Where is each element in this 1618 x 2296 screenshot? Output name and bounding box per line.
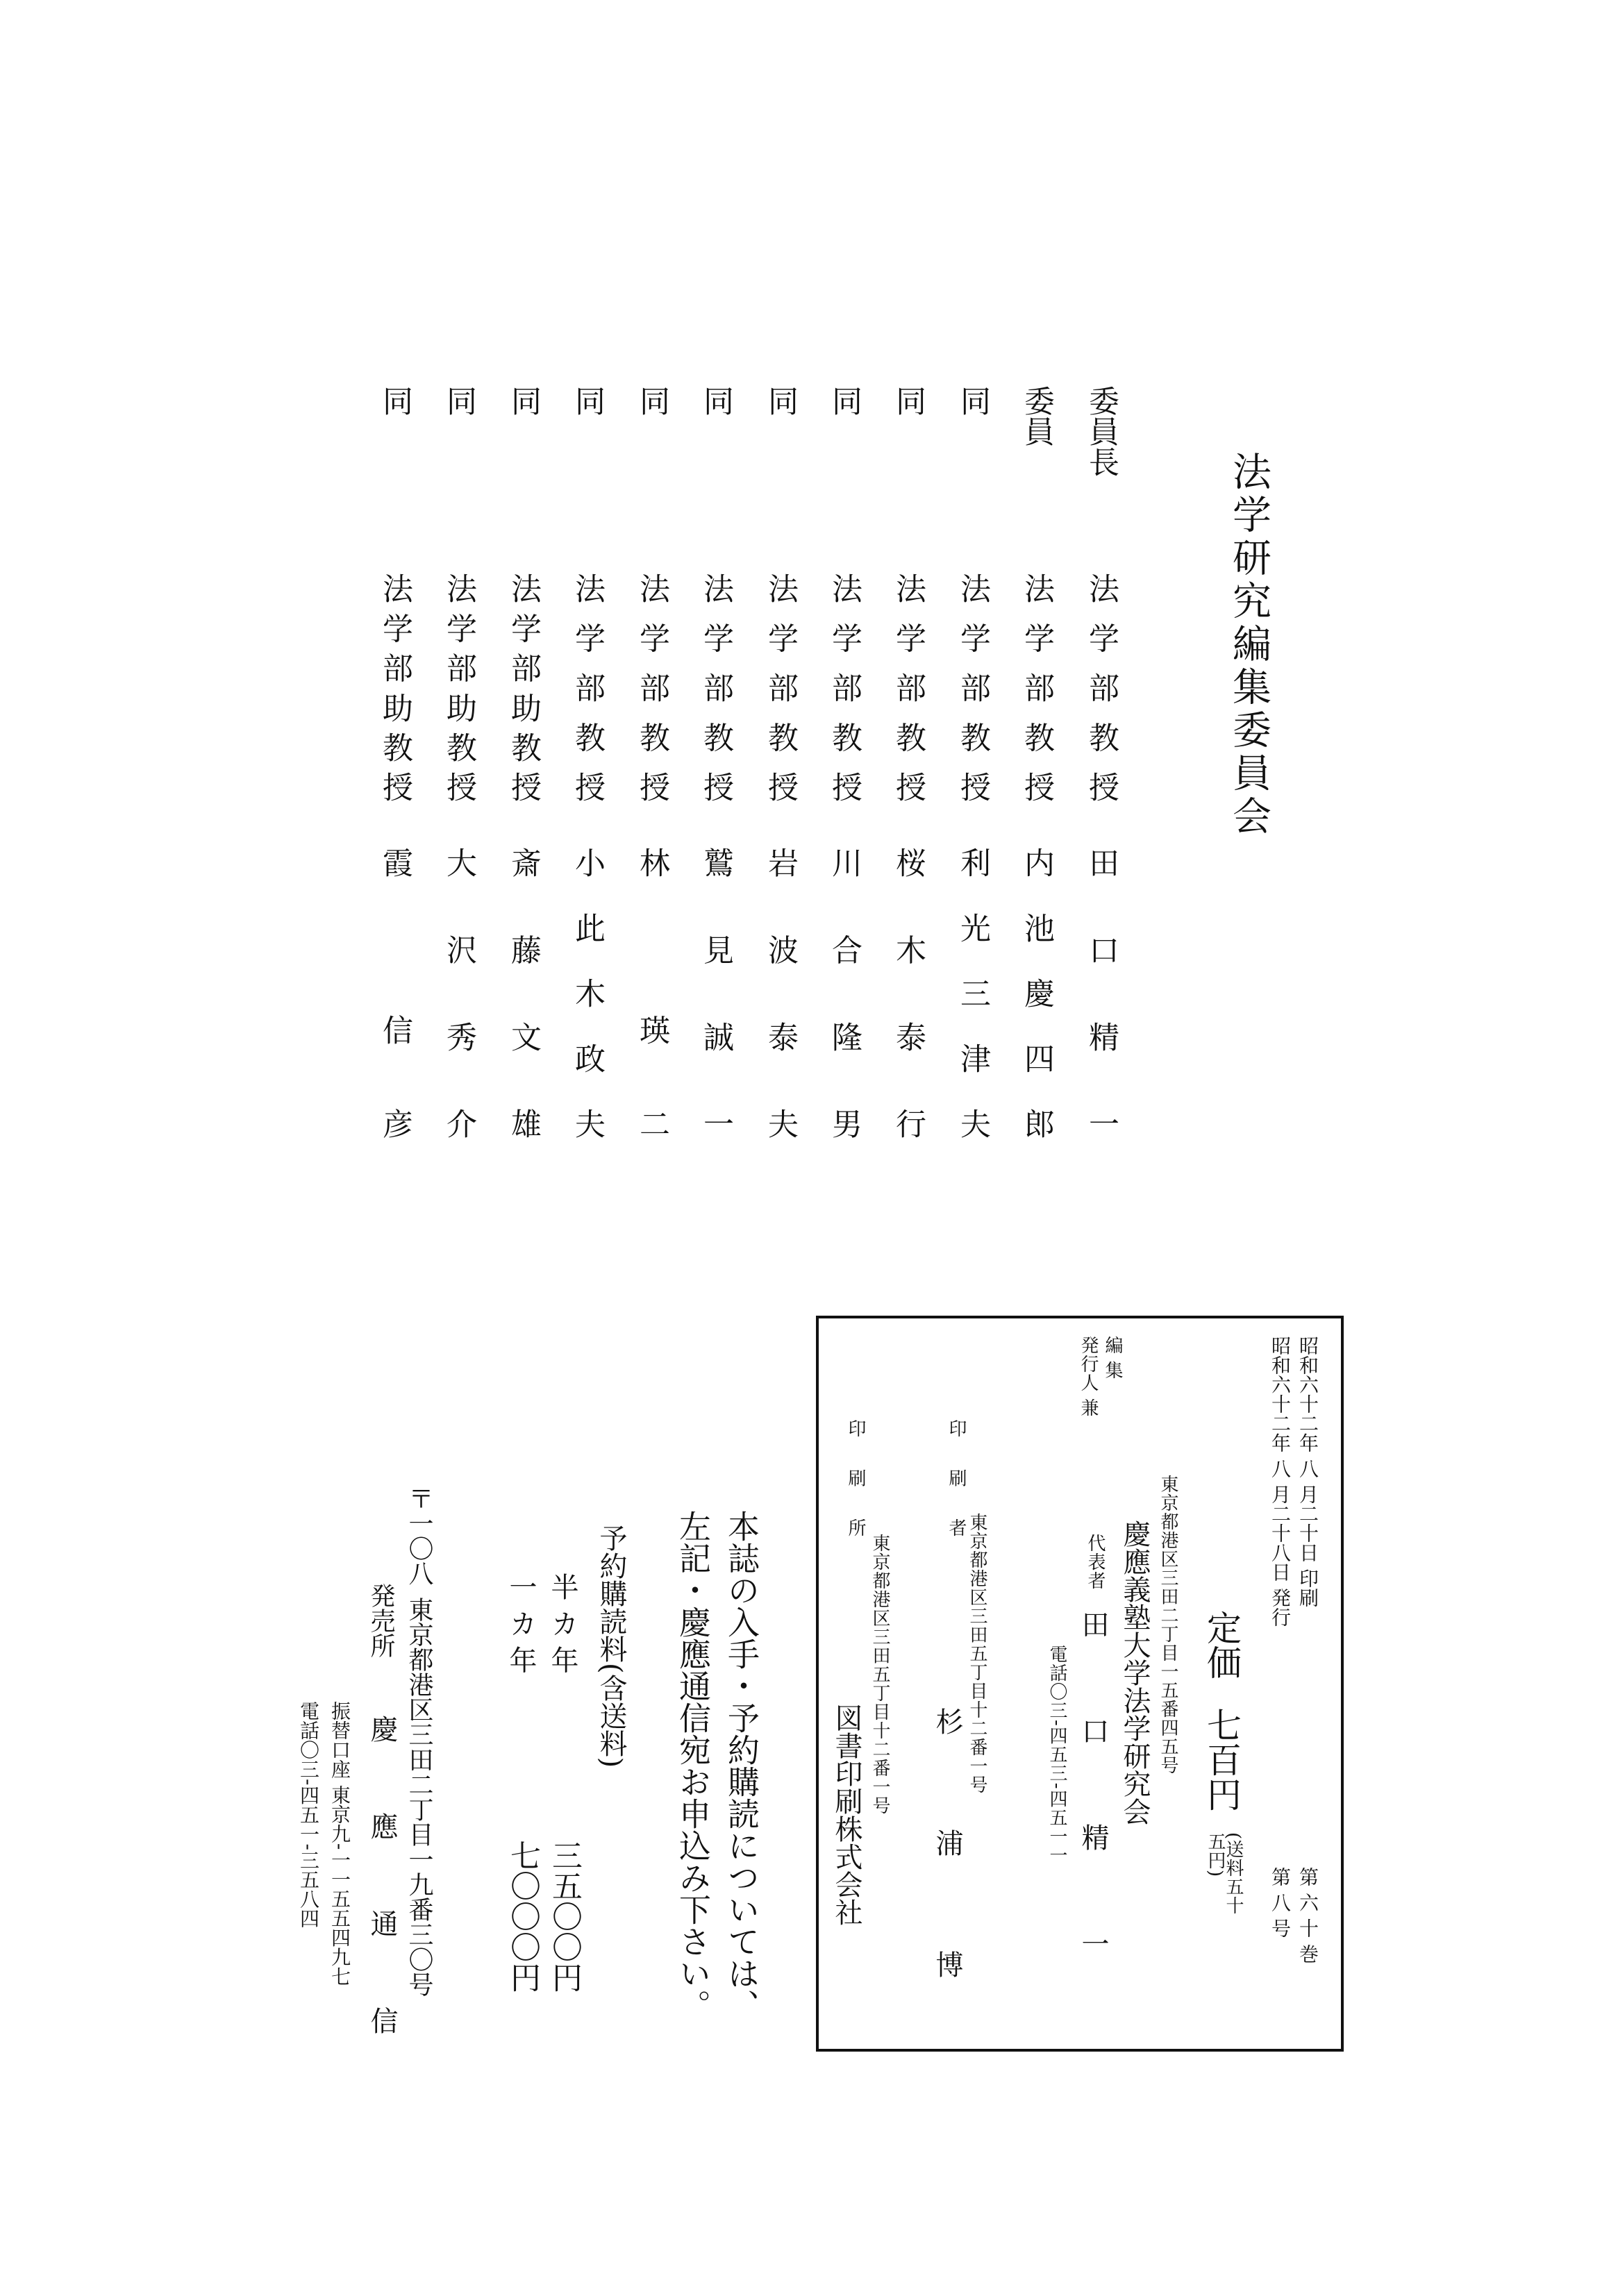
member-role: 委員	[1019, 385, 1054, 446]
member-role: 同	[826, 385, 862, 416]
member-position: 法学部教授	[890, 573, 926, 802]
print-date: 昭和六十二年 八 月二十日 印刷	[1296, 1336, 1319, 1607]
member-position: 法学部教授	[1083, 573, 1119, 802]
committee-member	[823, 385, 871, 1149]
committee-member	[437, 385, 486, 1149]
committee-member	[502, 385, 551, 1149]
editor-address: 東京都港区三田二丁目一五番四五号	[1158, 1475, 1178, 1775]
shipping-fee: (送料五十五円)	[1205, 1832, 1244, 1916]
editor-organization: 慶應義塾大学法学研究会	[1119, 1520, 1151, 1825]
member-name: 岩波泰夫	[762, 847, 798, 1139]
seller-name: 慶 應 通 信	[366, 1715, 398, 2034]
member-position: 法学部助教授	[441, 573, 476, 802]
representative-label: 代表者	[1085, 1534, 1106, 1590]
printer-address: 東京都港区三田五丁目十二番一号	[967, 1513, 987, 1794]
member-role: 同	[506, 385, 541, 416]
press-label: 印 刷 所	[845, 1419, 866, 1537]
committee-member	[566, 385, 615, 1149]
seller-postal-code: 〒一〇八	[405, 1486, 433, 1586]
member-role: 同	[441, 385, 476, 416]
editor-label-top: 編 集	[1102, 1336, 1123, 1380]
volume-number: 第 六 十 巻	[1296, 1867, 1319, 1963]
press-name: 図書印刷株式会社	[831, 1704, 862, 1926]
member-name: 大沢秀介	[441, 847, 476, 1139]
member-position: 法学部教授	[698, 573, 733, 802]
member-name: 林 瑛二	[634, 847, 669, 1139]
committee-member	[631, 385, 679, 1149]
member-position: 法学部教授	[1019, 573, 1054, 802]
half-year-label: 半 カ 年	[547, 1573, 578, 1674]
price-label: 定価	[1201, 1610, 1242, 1679]
member-position: 法学部教授	[826, 573, 862, 802]
seller-phone: 電話〇三-四五一-三五八四	[297, 1701, 320, 1928]
member-role: 同	[634, 385, 669, 416]
member-name: 霞 信彦	[377, 847, 412, 1139]
editor-phone: 電話〇三-四五三-四五一一	[1046, 1645, 1067, 1865]
member-position: 法学部教授	[634, 573, 669, 802]
representative-name: 田口精一	[1077, 1610, 1109, 1957]
member-position: 法学部教授	[762, 573, 798, 802]
member-position: 法学部教授	[955, 573, 990, 802]
committee-member	[1080, 385, 1128, 1149]
seller-address: 東京都港区三田二丁目一九番三〇号	[405, 1597, 433, 1997]
publish-date: 昭和六十二年 八 月二十八日 発行	[1269, 1336, 1292, 1627]
committee-member	[951, 385, 1000, 1149]
printer-name: 杉 浦 博	[931, 1707, 963, 1978]
member-role: 同	[762, 385, 798, 416]
subscription-note-line2: 左記・慶應通信宛お申込み下さい。	[674, 1510, 712, 2021]
printer-label: 印 刷 者	[946, 1419, 967, 1537]
committee-member	[759, 385, 808, 1149]
subscription-note-line1: 本誌の入手・予約購読については、	[723, 1510, 760, 2021]
seller-account: 振替口座 東京九-一一五五四九七	[328, 1701, 351, 1986]
subscription-heading: 予約購読料(含送料)	[595, 1524, 627, 1768]
committee-member	[374, 385, 422, 1149]
member-name: 内池慶四郎	[1019, 847, 1054, 1139]
committee-member	[1015, 385, 1064, 1149]
member-role: 同	[569, 385, 605, 416]
member-name: 鷲見誠一	[698, 847, 733, 1139]
member-role: 委員長	[1083, 385, 1119, 477]
member-role: 同	[377, 385, 412, 416]
member-role: 同	[955, 385, 990, 416]
member-role: 同	[890, 385, 926, 416]
one-year-label: 一 カ 年	[505, 1573, 537, 1674]
member-name: 利光三津夫	[955, 847, 990, 1139]
committee-member	[887, 385, 935, 1149]
seller-label: 発売所	[367, 1583, 395, 1658]
member-role: 同	[698, 385, 733, 416]
member-position: 法学部助教授	[506, 573, 541, 802]
member-name: 田口精一	[1083, 847, 1119, 1139]
half-year-price: 三五〇〇円	[547, 1840, 582, 1993]
member-name: 斎藤文雄	[506, 847, 541, 1139]
member-position: 法学部助教授	[377, 573, 412, 802]
editor-label-bottom: 発行人 兼	[1078, 1336, 1099, 1418]
press-address: 東京都港区三田五丁目十二番一号	[869, 1534, 890, 1815]
committee-member	[694, 385, 743, 1149]
one-year-price: 七〇〇〇円	[505, 1840, 540, 1993]
colophon-box	[816, 1316, 1344, 2052]
member-name: 桜木泰行	[890, 847, 926, 1139]
member-name: 小此木政夫	[569, 847, 605, 1139]
committee-title: 法学研究編集委員会	[1226, 451, 1271, 839]
member-name: 川合隆男	[826, 847, 862, 1139]
member-position: 法学部教授	[569, 573, 605, 802]
issue-number: 第 八 号	[1269, 1867, 1292, 1938]
price-value: 七百円	[1201, 1707, 1242, 1811]
